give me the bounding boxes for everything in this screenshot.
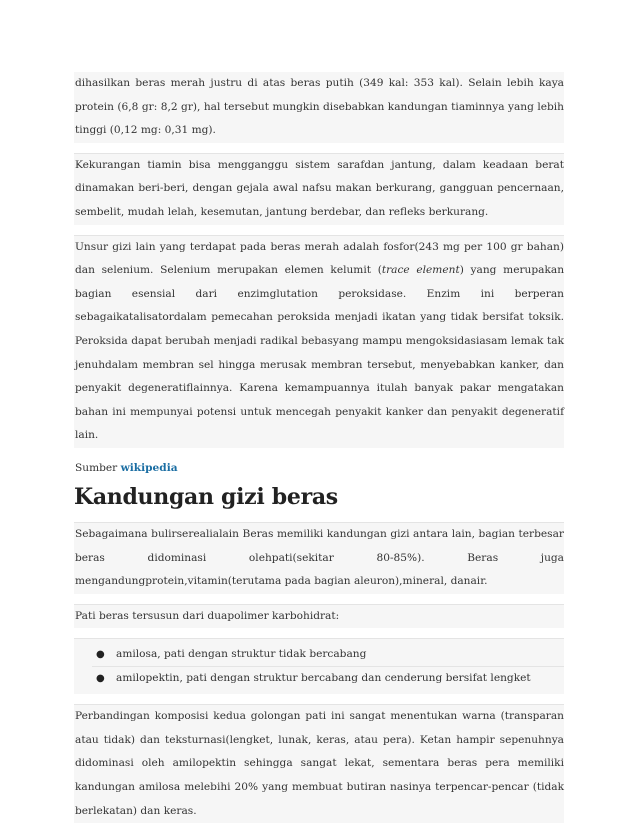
list-item	[74, 667, 564, 690]
paragraph-box-5	[74, 604, 564, 629]
section-heading: Kandungan gizi beras	[74, 483, 338, 510]
trace-element-term: trace element	[381, 264, 460, 277]
list-item-label: amilosa, pati dengan struktur tidak bercabang	[116, 648, 367, 661]
paragraph-6: Perbandingan komposisi kedua golongan pati ini sangat menentukan warna (transparan atau tidak) dan teksturnasi(lengket, lunak, keras, atau pera). Ketan hampir sepenuhnya didominasi oleh amilopektin sehingga sangat lekat, sementara beras pera memiliki kandungan amilosa melebihi 20% yang membuat butiran nasinya terpencar-pencar (tidak berlekatan) dan keras.	[75, 710, 564, 817]
list-item-label: amilopektin, pati dengan struktur bercabang dan cenderung bersifat lengket	[116, 672, 531, 685]
list-item	[74, 643, 564, 666]
paragraph-2: Kekurangan tiamin bisa mengganggu sistem sarafdan jantung, dalam keadaan berat dinamakan beri-beri, dengan gejala awal nafsu makan berkurang, gangguan pencernaan, sembelit, mudah lelah, kesemutan, jantung berdebar, dan refleks berkurang.	[75, 158, 564, 218]
wikipedia-link[interactable]: wikipedia	[120, 461, 178, 474]
bullet-icon: ●	[96, 649, 105, 661]
paragraph-3-part-a: Unsur gizi lain yang terdapat pada beras merah adalah fosfor(243 mg per 100 gr bahan) dan selenium. Selenium merupakan elemen kelumit (	[75, 240, 564, 277]
paragraph-box-4	[74, 522, 564, 594]
article-body	[74, 72, 564, 833]
paragraph-4: Sebagaimana bulirserealialain Beras memiliki kandungan gizi antara lain, bagian terbesar beras didominasi olehpati(sekitar 80-85%). Beras juga mengandungprotein,vitamin(terutama pada bagian aleuron),mineral, danair.	[75, 527, 564, 588]
paragraph-box-3	[74, 235, 564, 448]
paragraph-1: dihasilkan beras merah justru di atas beras putih (349 kal: 353 kal). Selain lebih kaya protein (6,8 gr: 8,2 gr), hal tersebut mungkin disebabkan kandungan tiaminnya yang lebih tinggi (0,12 mg: 0,31 mg).	[75, 77, 564, 137]
paragraph-3	[74, 236, 564, 448]
paragraph-5: Pati beras tersusun dari duapolimer karbohidrat:	[75, 609, 340, 622]
paragraph-box-2	[74, 153, 564, 225]
paragraph-box-1	[74, 72, 564, 143]
source-prefix: Sumber	[75, 461, 118, 474]
bullet-icon: ●	[96, 673, 105, 685]
paragraph-box-6	[74, 704, 564, 823]
paragraph-3-part-b: ) yang merupakan bagian esensial dari enzimglutation peroksidase. Enzim ini berperan sebagaikatalisatordalam pemecahan peroksida menjadi ikatan yang tidak bersifat toksik. Peroksida dapat berubah menjadi radikal bebasyang mampu mengoksidasiasam lemak tak jenuhdalam membran sel hingga merusak membran tersebut, menyebabkan kanker, dan penyakit degeneratiflainnya. Karena kemampuannya itulah banyak pakar mengatakan bahan ini mempunyai potensi untuk mencegah penyakit kanker dan penyakit degeneratif lain.	[75, 264, 565, 442]
starch-polymer-list	[74, 638, 564, 694]
source-line	[75, 458, 564, 478]
